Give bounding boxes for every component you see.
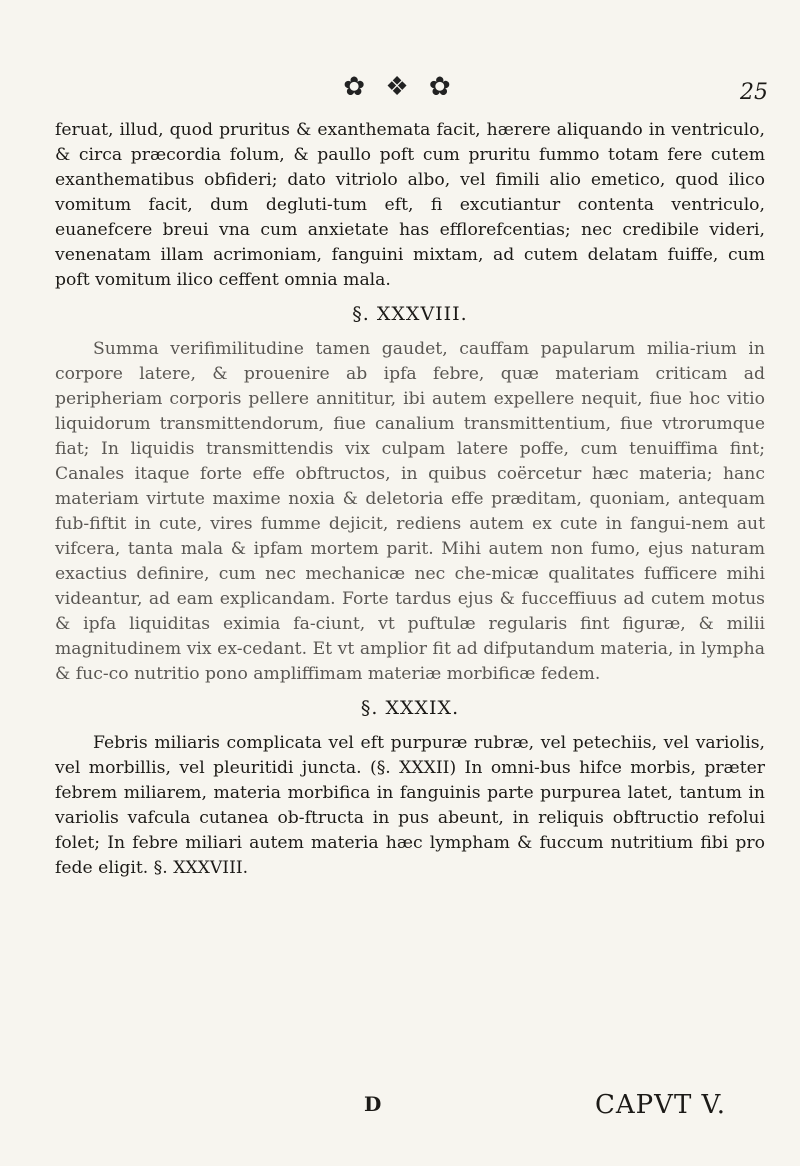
paragraph-1: feruat, illud, quod pruritus & exanthemata facit, hærere aliquando in ventriculo, & circa præcordia folum, & paullo poft cum pruritu fummo totam fere cutem exanthematibus obfideri; dato vitriolo albo, vel fimili alio emetico, quod ilico vomitum facit, dum degluti-tum eft, fi excutiantur contenta ventriculo, euanefcere breui vna cum anxietate has efflorefcentias; nec credibile videri, venenatam illam acrimoniam, fanguini mixtam, ad cutem delatam fuiffe, cum poft vomitum ilico ceffent omnia mala. [55, 120, 765, 290]
section-heading-xxxix: §. XXXIX. [360, 697, 460, 719]
body-text [55, 118, 765, 881]
header-ornament: ✿ ❖ ✿ [343, 72, 457, 102]
page-number: 25 [740, 80, 768, 105]
signature-mark: D [364, 1092, 382, 1116]
paragraph-2: Summa verifimilitudine tamen gaudet, cauffam papularum milia-rium in corpore latere, & prouenire ab ipfa febre, quæ materiam criticam ad peripheriam corporis pellere annititur, ibi autem expellere nequit, fiue hoc vitio liquidorum transmittendorum, fiue canalium transmittentium, fiue vtrorumque fiat; In liquidis transmittendis vix culpam latere poffe, cum tenuiffima fint; Canales itaque forte effe obftructos, in quibus coërcetur hæc materia; hanc materiam virtute maxime noxia & deletoria effe præditam, quoniam, antequam fub-fiftit in cute, vires fumme dejicit, rediens autem ex cute in fangui-nem aut vifcera, tanta mala & ipfam mortem parit. Mihi autem non fumo, ejus naturam exactius definire, cum nec mechanicæ nec che-micæ qualitates fufficere mihi videantur, ad eam explicandam. Forte tardus ejus & fucceffiuus ad cutem motus & ipfa liquiditas eximia fa-ciunt, vt puftulæ regularis fint figuræ, & milii magnitudinem vix ex-cedant. Et vt amplior fit ad difputandum materia, in lympha & fuc-co nutritio pono ampliffimam materiæ morbificæ fedem. [55, 339, 765, 684]
section-heading-xxxviii: §. XXXVIII. [352, 303, 468, 325]
paragraph-3: Febris miliaris complicata vel eft purpuræ rubræ, vel petechiis, vel variolis, vel morbillis, vel pleuritidi juncta. (§. XXXII) In omni-bus hifce morbis, præter febrem miliarem, materia morbifica in fanguinis parte purpurea latet, tantum in variolis vafcula cutanea ob-ftructa in pus abeunt, in reliquis obftructio refolui folet; In febre miliari autem materia hæc lympham & fuccum nutritium fibi pro fede eligit. §. XXXVIII. [55, 733, 765, 878]
catchword: CAPVT V. [595, 1090, 727, 1120]
